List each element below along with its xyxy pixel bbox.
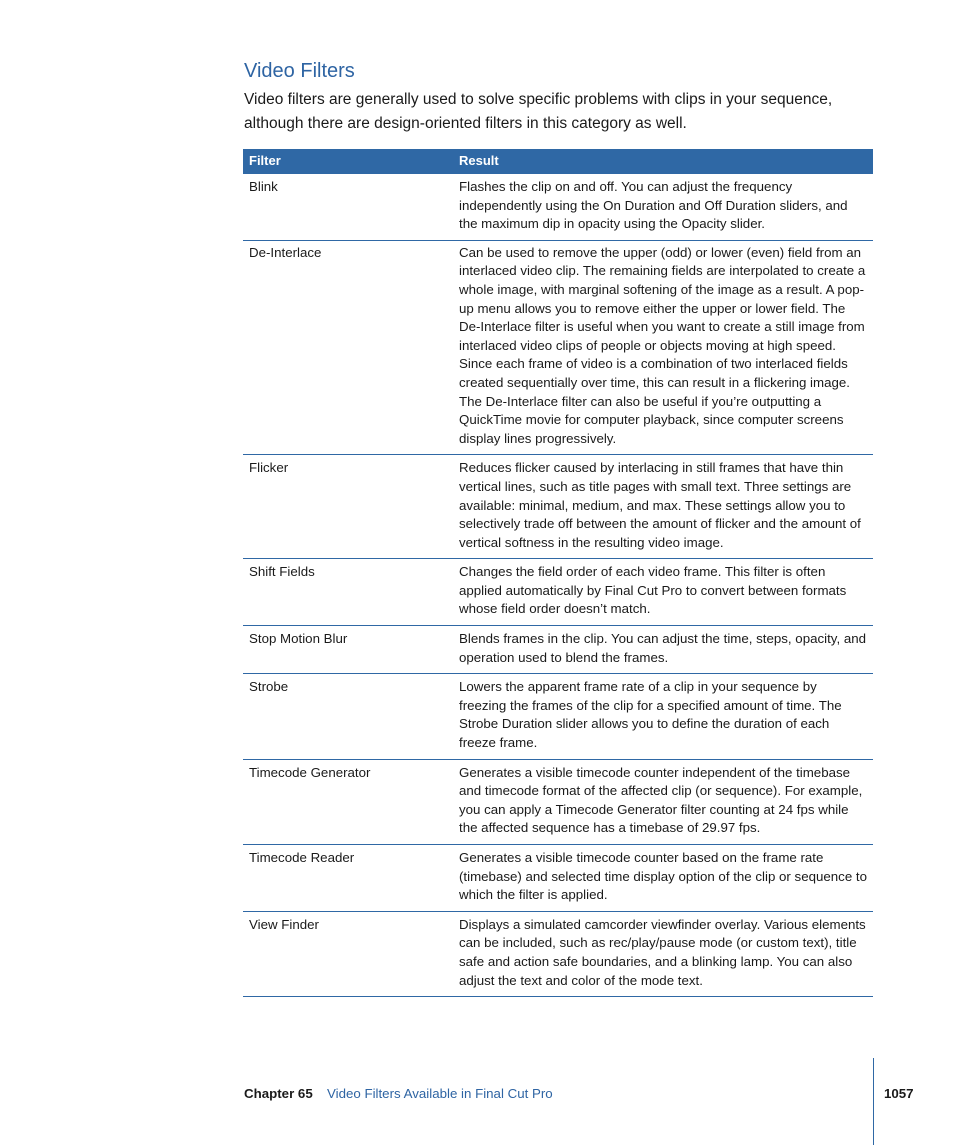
filter-name: De-Interlace	[243, 240, 453, 455]
table-row	[243, 559, 873, 626]
filter-name: Timecode Reader	[243, 845, 453, 912]
filter-result: Blends frames in the clip. You can adjust the time, steps, opacity, and operation used to blend the frames.	[453, 626, 873, 674]
filter-name: Strobe	[243, 674, 453, 759]
header-result: Result	[453, 149, 873, 174]
filter-result: Generates a visible timecode counter independent of the timebase and timecode format of the affected clip (or sequence). For example, you can apply a Timecode Generator filter counting at 24 fps while the affected sequence has a timebase of 29.97 fps.	[453, 759, 873, 844]
table-header-row	[243, 149, 873, 174]
filter-name: Timecode Generator	[243, 759, 453, 844]
table-row	[243, 626, 873, 674]
table-row	[243, 174, 873, 240]
filter-result: Can be used to remove the upper (odd) or lower (even) field from an interlaced video clip. The remaining fields are interpolated to create a whole image, with marginal softening of the image as a result. A pop-up menu allows you to remove either the upper or lower field. The De-Interlace filter is useful when you want to create a still image from interlaced video clips of people or objects moving at high speed. Since each frame of video is a combination of two interlaced fields created sequentially over time, this can result in a flickering image. The De-Interlace filter can also be useful if you’re outputting a QuickTime movie for computer playback, since computer screens display lines progressively.	[453, 240, 873, 455]
filter-result: Changes the field order of each video frame. This filter is often applied automatically by Final Cut Pro to convert between formats whose field order doesn’t match.	[453, 559, 873, 626]
table-row	[243, 674, 873, 759]
header-filter: Filter	[243, 149, 453, 174]
filter-name: Flicker	[243, 455, 453, 559]
filter-name: Blink	[243, 174, 453, 240]
table-row	[243, 911, 873, 996]
filters-table	[243, 149, 873, 997]
section-title: Video Filters	[244, 60, 355, 82]
table-row	[243, 759, 873, 844]
filter-name: Stop Motion Blur	[243, 626, 453, 674]
filter-result: Displays a simulated camcorder viewfinder overlay. Various elements can be included, such as rec/play/pause mode (or custom text), title safe and action safe boundaries, and a blinking lamp. You can also adjust the text and color of the mode text.	[453, 911, 873, 996]
filter-result: Flashes the clip on and off. You can adjust the frequency independently using the On Duration and Off Duration sliders, and the maximum dip in opacity using the Opacity slider.	[453, 174, 873, 240]
filter-name: View Finder	[243, 911, 453, 996]
filter-result: Reduces flicker caused by interlacing in still frames that have thin vertical lines, such as title pages with small text. Three settings are available: minimal, medium, and max. These settings allow you to selectively trade off between the amount of flicker and the amount of vertical softness in the resulting video image.	[453, 455, 873, 559]
footer-chapter: Chapter 65	[244, 1086, 313, 1101]
page-number: 1057	[884, 1086, 914, 1101]
footer-divider	[873, 1058, 874, 1145]
filter-result: Lowers the apparent frame rate of a clip in your sequence by freezing the frames of the clip for a specified amount of time. The Strobe Duration slider allows you to define the duration of each freeze frame.	[453, 674, 873, 759]
table-row	[243, 240, 873, 455]
filter-result: Generates a visible timecode counter based on the frame rate (timebase) and selected time display option of the clip or sequence to which the filter is applied.	[453, 845, 873, 912]
footer-chapter-title: Video Filters Available in Final Cut Pro	[327, 1086, 553, 1101]
table-row	[243, 455, 873, 559]
section-intro: Video filters are generally used to solve specific problems with clips in your sequence, although there are design-oriented filters in this category as well.	[244, 91, 833, 132]
filter-name: Shift Fields	[243, 559, 453, 626]
table-row	[243, 845, 873, 912]
